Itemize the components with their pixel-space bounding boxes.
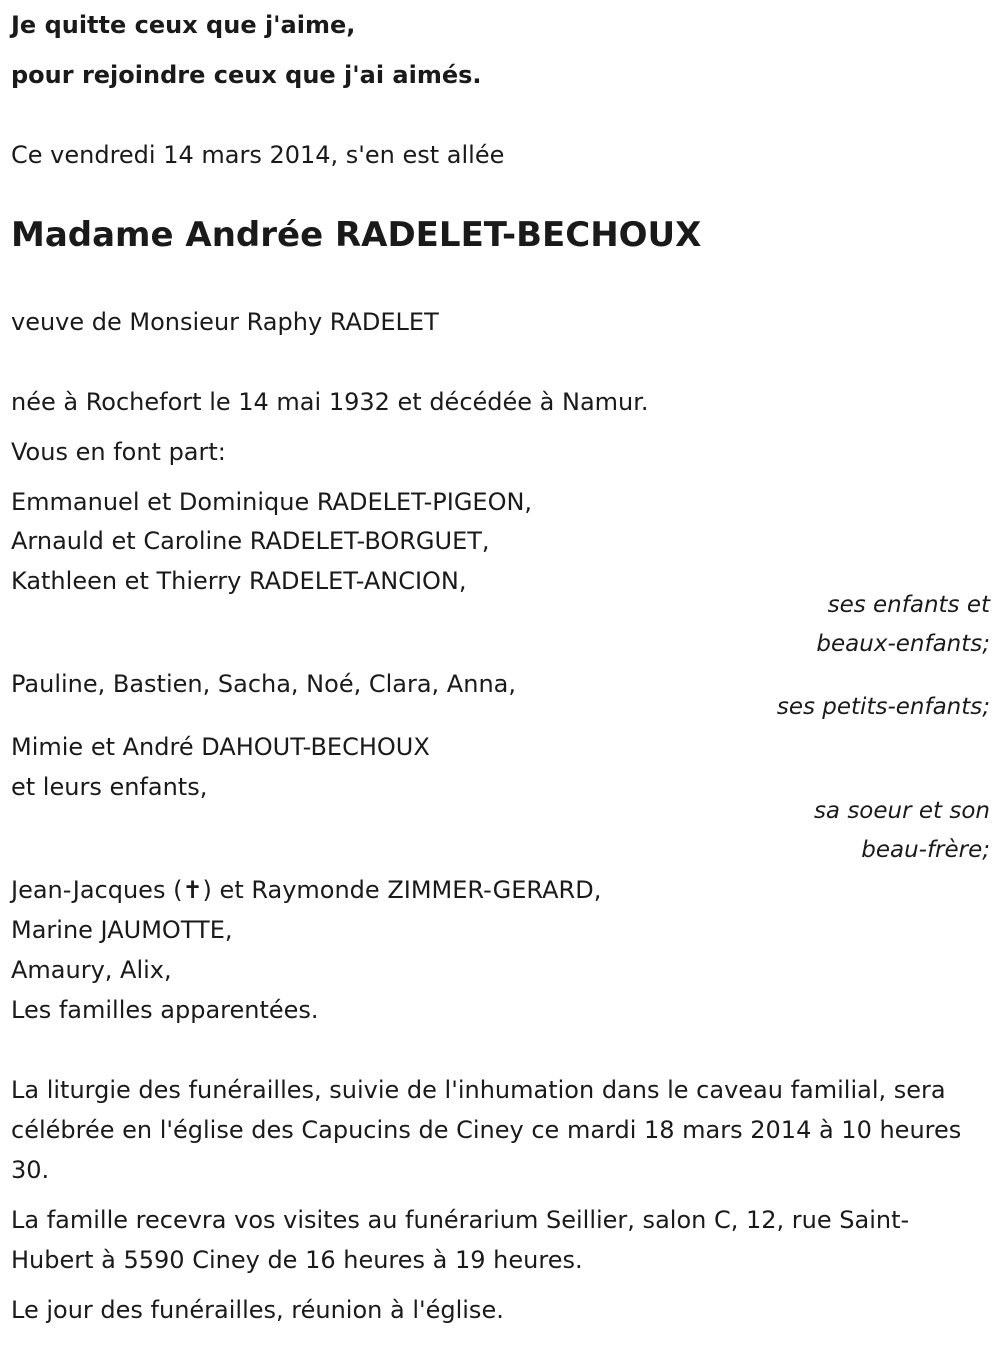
sibling-relation: sa soeur et son xyxy=(813,798,990,824)
epigraph-line-2: pour rejoindre ceux que j'ai aimés. xyxy=(11,61,482,89)
intro-text: Ce vendredi 14 mars 2014, s'en est allée xyxy=(11,141,505,169)
children-line: Emmanuel et Dominique RADELET-PIGEON, xyxy=(11,488,533,516)
funeral-paragraph: La liturgie des funérailles, suivie de l'inhumation dans le caveau familial, sera célébrée en l'église des Capucins de Ciney ce mardi 18 mars 2014 à 10 heures 30. xyxy=(11,1076,962,1184)
deceased-name: Madame Andrée RADELET-BECHOUX xyxy=(11,215,702,255)
grandchildren-line: Pauline, Bastien, Sacha, Noé, Clara, Anna, xyxy=(11,670,516,698)
other-mourner-line: Amaury, Alix, xyxy=(11,956,172,984)
announce-text: Vous en font part: xyxy=(11,438,226,466)
gathering-paragraph: Le jour des funérailles, réunion à l'église. xyxy=(11,1296,504,1324)
other-mourner-line: Jean-Jacques (✝) et Raymonde ZIMMER-GERARD, xyxy=(11,876,602,904)
children-line: Arnauld et Caroline RADELET-BORGUET, xyxy=(11,527,490,555)
widow-of-text: veuve de Monsieur Raphy RADELET xyxy=(11,308,439,336)
sibling-relation: beau-frère; xyxy=(861,837,990,863)
sibling-line: et leurs enfants, xyxy=(11,773,208,801)
epigraph-line-1: Je quitte ceux que j'aime, xyxy=(11,11,356,39)
other-mourner-line: Marine JAUMOTTE, xyxy=(11,916,233,944)
birth-death-text: née à Rochefort le 14 mai 1932 et décédée à Namur. xyxy=(11,388,649,416)
other-mourner-line: Les familles apparentées. xyxy=(11,996,319,1024)
grandchildren-relation: ses petits-enfants; xyxy=(776,694,990,720)
visits-paragraph: La famille recevra vos visites au funérarium Seillier, salon C, 12, rue Saint-Hubert à 5590 Ciney de 16 heures à 19 heures. xyxy=(11,1206,910,1274)
children-relation: ses enfants et xyxy=(827,592,990,618)
children-line: Kathleen et Thierry RADELET-ANCION, xyxy=(11,567,467,595)
children-relation: beaux-enfants; xyxy=(816,631,990,657)
sibling-line: Mimie et André DAHOUT-BECHOUX xyxy=(11,733,430,761)
